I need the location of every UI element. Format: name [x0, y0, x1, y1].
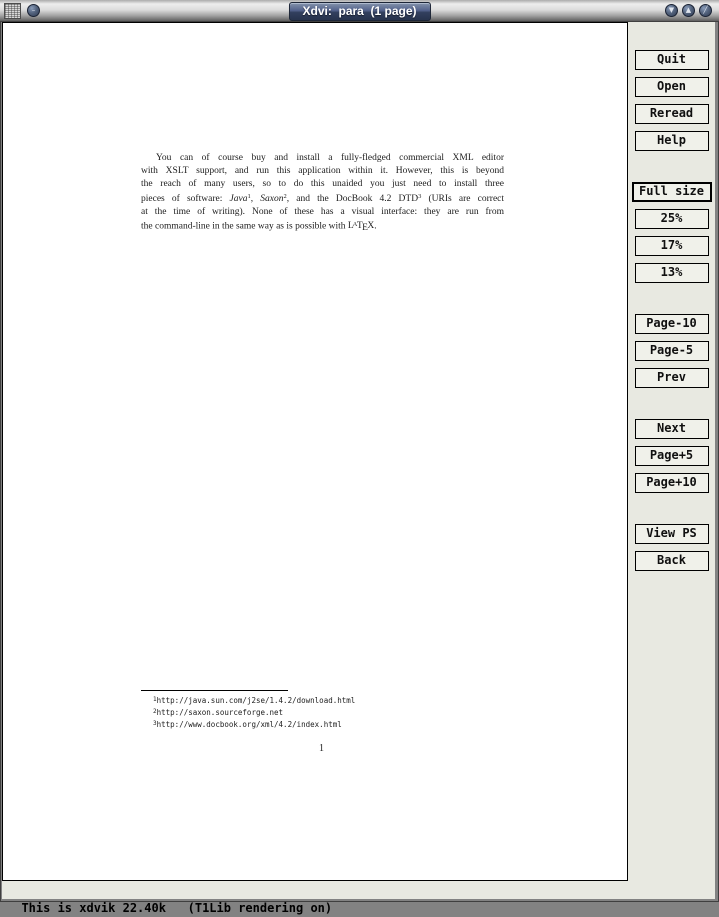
close-icon[interactable]: ╱	[699, 4, 712, 17]
doc-line: You can of course buy and install a fully-fledged commercial XML editor	[156, 153, 504, 163]
footnote: $^1$http://java.sun.com/j2se/1.4.2/download.html	[153, 696, 356, 705]
footnotes	[141, 695, 421, 730]
page-plus-5-button[interactable]: Page+5	[635, 446, 709, 466]
shade-down-icon[interactable]: ▼	[665, 4, 678, 17]
doc-line: the command-line in the same way as is possible with $L^ATEX$.	[141, 220, 377, 234]
footnote: $^2$http://saxon.sourceforge.net	[153, 707, 284, 717]
page-number: 1	[319, 743, 324, 754]
page-minus-5-button[interactable]: Page-5	[635, 341, 709, 361]
app-icon	[4, 3, 21, 19]
statusbar	[2, 881, 628, 915]
footnote-url: http://saxon.sourceforge.net	[156, 707, 284, 717]
footnote-marker: 3	[418, 192, 422, 200]
window-titlebar[interactable]	[0, 0, 719, 22]
footnote-marker: 1	[247, 192, 251, 200]
minimize-icon[interactable]: –	[27, 4, 40, 17]
footnote-rule	[141, 690, 288, 691]
sidebar	[628, 22, 715, 899]
next-button[interactable]: Next	[635, 419, 709, 439]
doc-line: the reach of many users, so to do this unaided you just need to install three	[141, 178, 504, 189]
zoom-17-button[interactable]: 17%	[635, 236, 709, 256]
page-plus-10-button[interactable]: Page+10	[635, 473, 709, 493]
reread-button[interactable]: Reread	[635, 104, 709, 124]
footnote-url: http://www.docbook.org/xml/4.2/index.html	[156, 719, 342, 729]
footnote: $^3$http://www.docbook.org/xml/4.2/index.html	[153, 719, 342, 729]
zoom-25-button[interactable]: 25%	[635, 209, 709, 229]
footnote-url: http://java.sun.com/j2se/1.4.2/download.html	[156, 696, 356, 705]
back-button[interactable]: Back	[635, 551, 709, 571]
zoom-13-button[interactable]: 13%	[635, 263, 709, 283]
open-button[interactable]: Open	[635, 77, 709, 97]
doc-line: pieces of software: Java$^1$, Saxon$^2$, and the DocBook 4.2 DTD$^3$ (URIs are correct	[141, 192, 505, 204]
paragraph	[141, 152, 504, 235]
footnote-marker: 2	[283, 192, 287, 200]
help-button[interactable]: Help	[635, 131, 709, 151]
doc-line: at the time of writing). None of these has a visual interface: they are run from	[141, 206, 504, 217]
shade-up-icon[interactable]: ▲	[682, 4, 695, 17]
window-title: Xdvi: para (1 page)	[288, 2, 430, 21]
full-size-button[interactable]: Full size	[632, 182, 712, 202]
view-ps-button[interactable]: View PS	[635, 524, 709, 544]
latex-logo: $L^ATEX$	[347, 220, 375, 234]
doc-line: with XSLT support, and run this application within it. However, this is beyond	[141, 165, 504, 176]
document-viewport[interactable]	[2, 22, 628, 881]
page-minus-10-button[interactable]: Page-10	[635, 314, 709, 334]
status-text: This is xdvik 22.40k (T1Lib rendering on)	[21, 901, 333, 915]
prev-button[interactable]: Prev	[635, 368, 709, 388]
quit-button[interactable]: Quit	[635, 50, 709, 70]
